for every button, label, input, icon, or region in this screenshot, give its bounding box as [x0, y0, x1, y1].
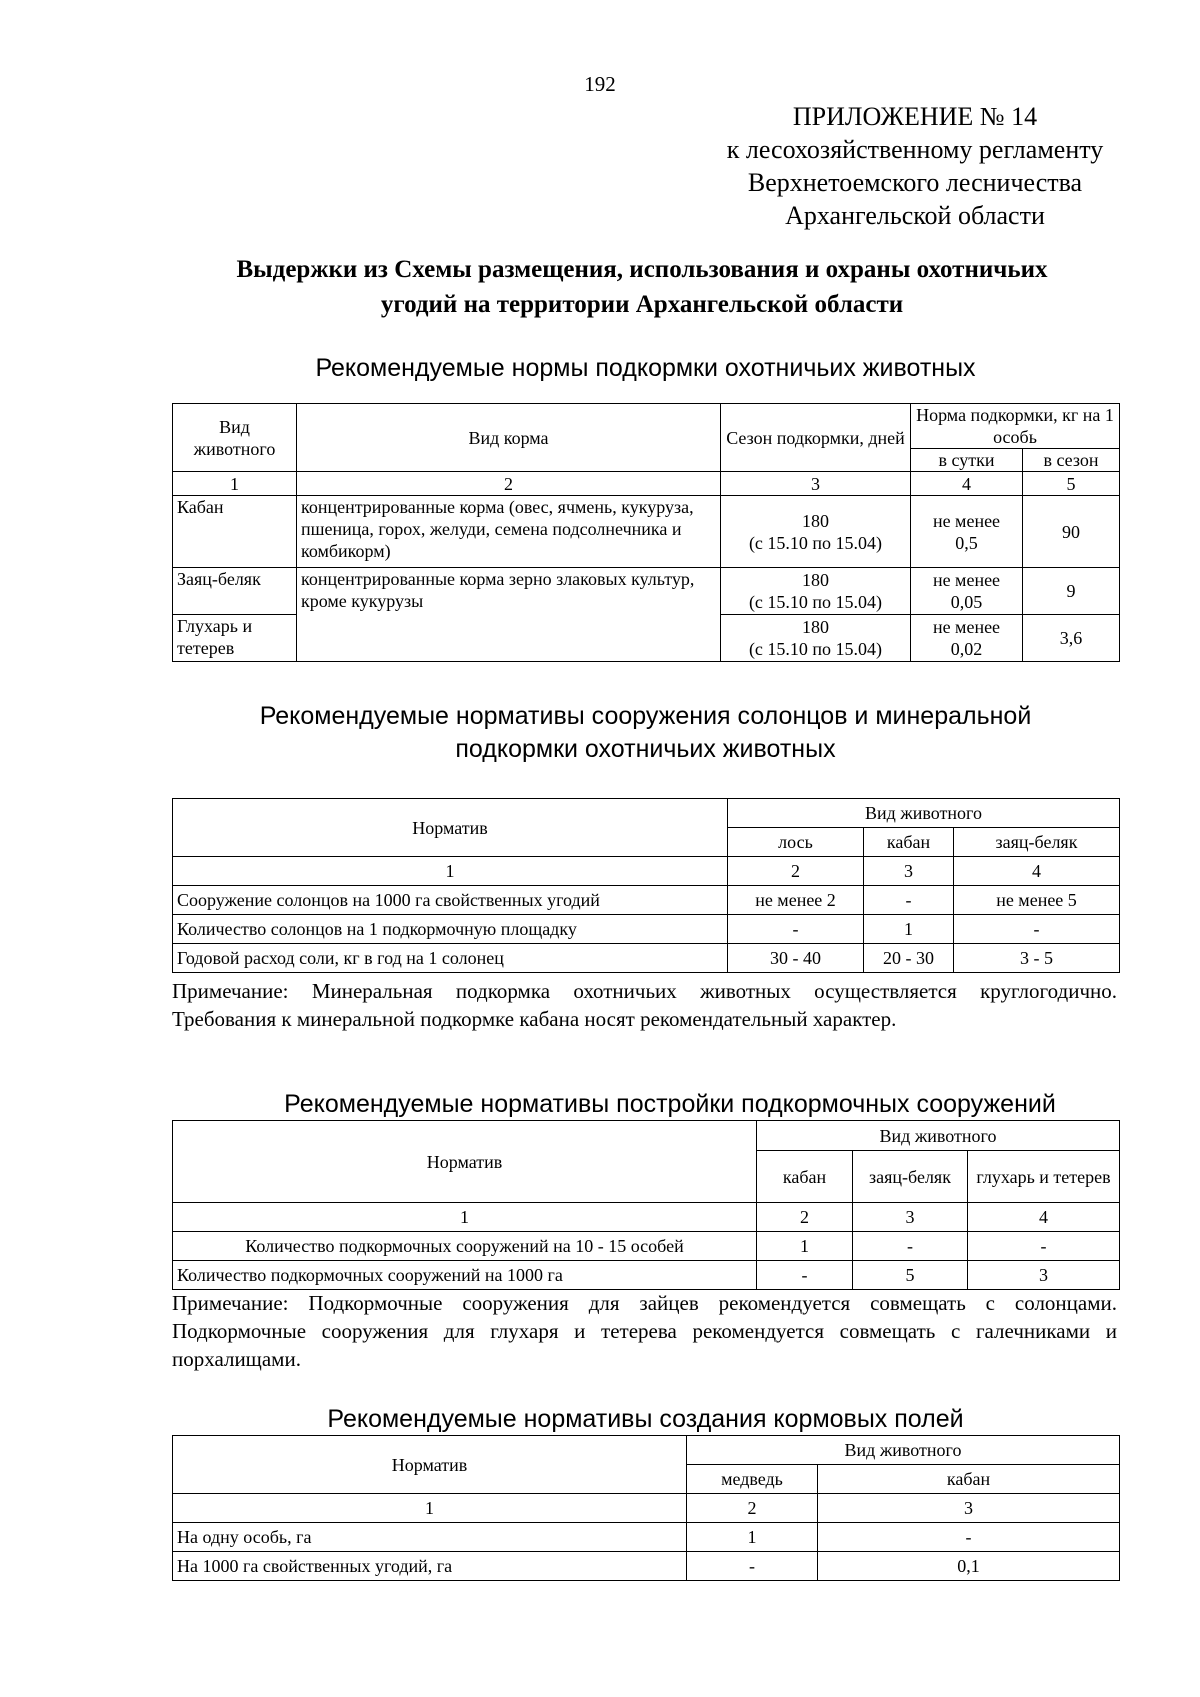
value-cell: -	[818, 1523, 1120, 1552]
column-number: 2	[728, 857, 864, 886]
appendix-title: ПРИЛОЖЕНИЕ № 14	[792, 102, 1038, 131]
feeding-norms-table	[172, 403, 1120, 662]
section-title-feeding-structures: Рекомендуемые нормативы постройки подкормочных сооружений	[284, 1090, 1056, 1118]
column-number: 1	[173, 857, 728, 886]
season-cell: 180 (с 15.10 по 15.04)	[721, 496, 911, 568]
header-norm: Норматив	[173, 799, 728, 857]
header-grouse: глухарь и тетерев	[968, 1151, 1120, 1203]
per-day-cell: не менее 0,5	[911, 496, 1023, 568]
column-number: 5	[1023, 472, 1120, 496]
table-row	[173, 886, 1120, 915]
feeding-structures-table	[172, 1120, 1120, 1290]
column-number: 2	[757, 1203, 853, 1232]
section-title-line: Рекомендуемые нормативы сооружения солонцов и минеральной	[259, 702, 1032, 730]
norm-cell: Сооружение солонцов на 1000 га свойственных угодий	[173, 886, 728, 915]
header-boar: кабан	[757, 1151, 853, 1203]
column-number: 4	[968, 1203, 1120, 1232]
header-animal: Вид животного	[687, 1436, 1120, 1465]
document-title-line: Выдержки из Схемы размещения, использования и охраны охотничьих	[236, 256, 1048, 283]
value-cell: 20 - 30	[864, 944, 954, 973]
animal-cell: Кабан	[173, 496, 297, 568]
column-number: 4	[911, 472, 1023, 496]
value-cell: 3	[968, 1261, 1120, 1290]
header-boar: кабан	[864, 828, 954, 857]
per-day-cell: не менее 0,02	[911, 615, 1023, 662]
norm-cell: Количество подкормочных сооружений на 10 - 15 особей	[173, 1232, 757, 1261]
header-hare: заяц-беляк	[954, 828, 1120, 857]
table-row	[173, 1261, 1120, 1290]
value-cell: 0,1	[818, 1552, 1120, 1581]
header-norm: Норматив	[173, 1436, 687, 1494]
animal-cell: Глухарь и тетерев	[173, 615, 297, 662]
value-cell: 1	[864, 915, 954, 944]
appendix-line: Архангельской области	[785, 201, 1045, 230]
column-number: 3	[721, 472, 911, 496]
animal-cell: Заяц-беляк	[173, 568, 297, 615]
norm-cell: На одну особь, га	[173, 1523, 687, 1552]
value-cell: 3 - 5	[954, 944, 1120, 973]
header-animal: Вид животного	[173, 404, 297, 472]
appendix-line: к лесохозяйственному регламенту	[726, 135, 1104, 164]
per-season-cell: 90	[1023, 496, 1120, 568]
header-feed: Вид корма	[297, 404, 721, 472]
section-title-feeding-norms: Рекомендуемые нормы подкормки охотничьих животных	[315, 354, 976, 382]
header-boar: кабан	[818, 1465, 1120, 1494]
feed-fields-table	[172, 1435, 1120, 1581]
table-row	[173, 944, 1120, 973]
column-number: 2	[687, 1494, 818, 1523]
value-cell: -	[968, 1232, 1120, 1261]
per-season-cell: 9	[1023, 568, 1120, 615]
feed-cell: концентрированные корма зерно злаковых культур, кроме кукурузы	[297, 568, 721, 662]
table-row	[173, 568, 1120, 615]
column-number: 4	[954, 857, 1120, 886]
note-feeding-structures: Примечание: Подкормочные сооружения для зайцев рекомендуется совмещать с солонцами. Подкормочные сооружения для глухаря и тетерева рекомендуется совмещать с галечниками и порхалищами.	[172, 1291, 1117, 1371]
season-cell: 180 (с 15.10 по 15.04)	[721, 568, 911, 615]
value-cell: 1	[757, 1232, 853, 1261]
value-cell: не менее 5	[954, 886, 1120, 915]
column-number: 3	[864, 857, 954, 886]
table-row	[173, 915, 1120, 944]
column-number: 3	[853, 1203, 968, 1232]
column-number: 1	[173, 1494, 687, 1523]
section-title-line: подкормки охотничьих животных	[455, 735, 836, 763]
column-number: 2	[297, 472, 721, 496]
feed-cell: концентрированные корма (овес, ячмень, кукуруза, пшеница, горох, желуди, семена подсолнечника и комбикорм)	[297, 496, 721, 568]
value-cell: не менее 2	[728, 886, 864, 915]
value-cell: -	[728, 915, 864, 944]
header-season: Сезон подкормки, дней	[721, 404, 911, 472]
value-cell: -	[853, 1232, 968, 1261]
column-number: 1	[173, 472, 297, 496]
value-cell: -	[757, 1261, 853, 1290]
per-season-cell: 3,6	[1023, 615, 1120, 662]
note-mineral-feeding: Примечание: Минеральная подкормка охотничьих животных осуществляется круглогодично. Требования к минеральной подкормке кабана носят рекомендательный характер.	[172, 979, 1117, 1031]
column-number: 3	[818, 1494, 1120, 1523]
norm-cell: Количество солонцов на 1 подкормочную площадку	[173, 915, 728, 944]
page-number: 192	[584, 72, 616, 96]
header-bear: медведь	[687, 1465, 818, 1494]
header-animal: Вид животного	[728, 799, 1120, 828]
per-day-cell: не менее 0,05	[911, 568, 1023, 615]
header-hare: заяц-беляк	[853, 1151, 968, 1203]
value-cell: 1	[687, 1523, 818, 1552]
header-per-day: в сутки	[911, 449, 1023, 472]
norm-cell: Количество подкормочных сооружений на 1000 га	[173, 1261, 757, 1290]
document-title-line: угодий на территории Архангельской области	[380, 291, 904, 318]
document-title	[172, 252, 1112, 322]
table-row	[173, 1232, 1120, 1261]
salt-licks-table	[172, 798, 1120, 973]
table-row	[173, 496, 1120, 568]
table-row	[173, 1552, 1120, 1581]
section-title-feed-fields: Рекомендуемые нормативы создания кормовых полей	[327, 1405, 964, 1433]
section-title-salt-licks	[172, 700, 1119, 766]
value-cell: 30 - 40	[728, 944, 864, 973]
header-norm: Норматив	[173, 1121, 757, 1203]
header-moose: лось	[728, 828, 864, 857]
appendix-header	[680, 100, 1150, 232]
value-cell: -	[864, 886, 954, 915]
norm-cell: Годовой расход соли, кг в год на 1 солонец	[173, 944, 728, 973]
value-cell: -	[954, 915, 1120, 944]
table-row	[173, 1523, 1120, 1552]
header-per-season: в сезон	[1023, 449, 1120, 472]
season-cell: 180 (с 15.10 по 15.04)	[721, 615, 911, 662]
value-cell: 5	[853, 1261, 968, 1290]
value-cell: -	[687, 1552, 818, 1581]
appendix-line: Верхнетоемского лесничества	[747, 168, 1083, 197]
header-norm: Норма подкормки, кг на 1 особь	[911, 404, 1120, 449]
header-animal: Вид животного	[757, 1121, 1120, 1151]
norm-cell: На 1000 га свойственных угодий, га	[173, 1552, 687, 1581]
column-number: 1	[173, 1203, 757, 1232]
